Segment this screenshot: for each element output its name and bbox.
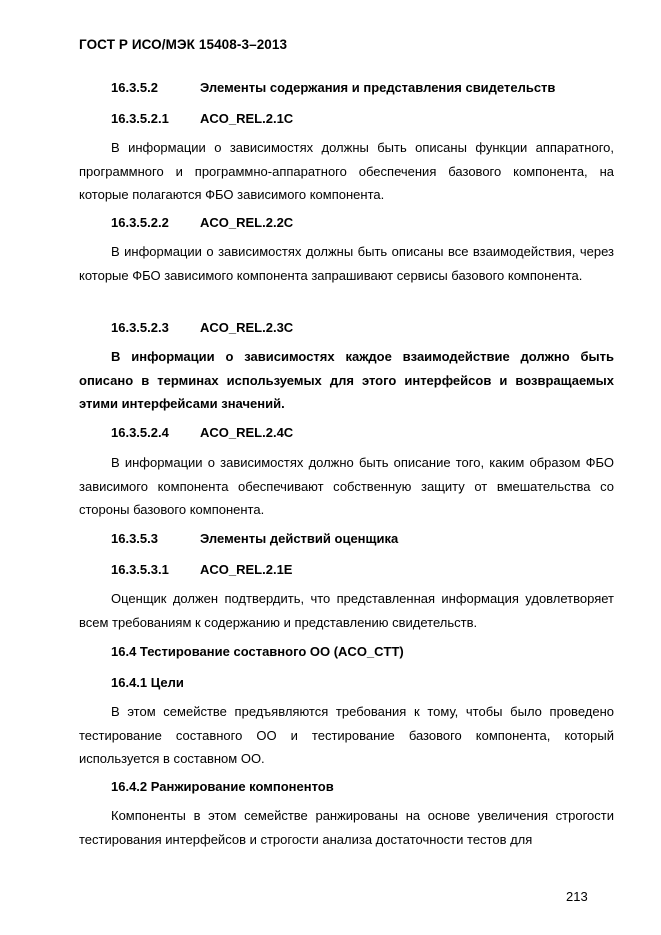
paragraph: В информации о зависимостях должны быть описаны все взаимодействия, через которые ФБО зависимого компонента запрашивают сервисы базового компонента. (79, 244, 614, 283)
section-heading (111, 320, 293, 335)
paragraph: В этом семействе предъявляются требования к тому, чтобы было проведено тестирование составного ОО и тестирование базового компонента, который используется в составном ОО. (79, 704, 614, 766)
section-number: 16.3.5.2.4 (111, 425, 169, 440)
section-heading (111, 562, 292, 577)
section-title: Элементы действий оценщика (200, 531, 399, 546)
section-title: ACO_REL.2.1C (200, 111, 294, 126)
paragraph-emphasized: В информации о зависимостях каждое взаимодействие должно быть описано в терминах используемых для этого интерфейсов и возвращаемых этими интерфейсами значений. (79, 349, 614, 411)
section-title: ACO_REL.2.2C (200, 215, 294, 230)
paragraph: В информации о зависимостях должно быть описание того, каким образом ФБО зависимого компонента обеспечивают собственную защиту от вмешательства со стороны базового компонента. (79, 455, 614, 517)
paragraph: Оценщик должен подтвердить, что представленная информация удовлетворяет всем требованиям к содержанию и представлению свидетельств. (79, 591, 614, 630)
paragraph: Компоненты в этом семействе ранжированы на основе увеличения строгости тестирования интерфейсов и строгости анализа достаточности тестов для (79, 808, 614, 847)
section-heading (111, 425, 293, 440)
section-heading (111, 80, 555, 95)
section-number: 16.3.5.2.2 (111, 215, 169, 230)
section-title: ACO_REL.2.1E (200, 562, 293, 577)
section-number: 16.3.5.2 (111, 80, 158, 95)
section-number: 16.3.5.3.1 (111, 562, 169, 577)
section-heading (111, 111, 293, 126)
section-heading: 16.4 Тестирование составного ОО (ACO_CTT) (111, 644, 404, 659)
section-title: ACO_REL.2.4C (200, 425, 294, 440)
section-number: 16.3.5.3 (111, 531, 158, 546)
section-title: Элементы содержания и представления свидетельств (200, 80, 556, 95)
section-title: ACO_REL.2.3C (200, 320, 294, 335)
document-header: ГОСТ Р ИСО/МЭК 15408-3–2013 (79, 37, 288, 52)
section-heading: 16.4.1 Цели (111, 675, 184, 690)
section-heading (111, 531, 398, 546)
section-number: 16.3.5.2.3 (111, 320, 169, 335)
section-number: 16.3.5.2.1 (111, 111, 169, 126)
section-heading (111, 215, 293, 230)
paragraph: В информации о зависимостях должны быть описаны функции аппаратного, программного и программно-аппаратного обеспечения базового компонента, на которые полагаются ФБО зависимого компонента. (79, 140, 614, 202)
page-number: 213 (566, 889, 588, 904)
section-heading: 16.4.2 Ранжирование компонентов (111, 779, 334, 794)
